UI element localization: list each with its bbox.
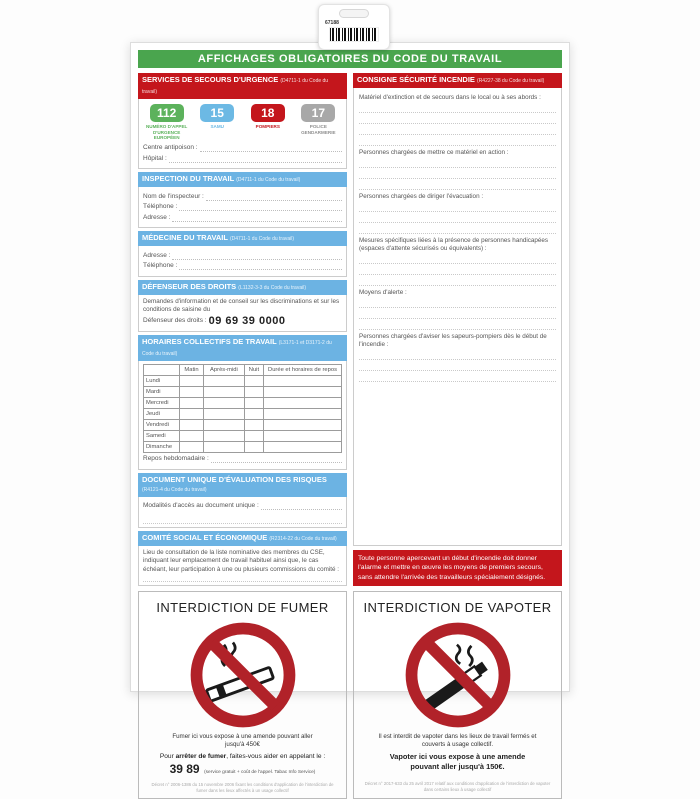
law-reference: (L1132-3-3 du Code du travail) [238,284,307,291]
table-row [144,386,342,397]
emergency-label: POMPIERS [255,124,280,129]
emergency-number: 15 [200,104,234,122]
column-header: Après-midi [203,364,244,375]
section-document-unique-body [138,497,347,528]
smoking-fine-text: Fumer ici vous expose à une amende pouvant aller jusqu'à 450€ [172,733,313,748]
poster-title: AFFICHAGES OBLIGATOIRES DU CODE DU TRAVAIL [138,50,562,68]
tabac-info-phone: 39 89 [169,762,200,776]
table-cell-empty [180,397,204,408]
section-defenseur [138,280,347,332]
section-title: DOCUMENT UNIQUE D'ÉVALUATION DES RISQUES [142,474,327,484]
table-cell-empty [203,386,244,397]
emergency-label: SAMU [210,124,224,129]
write-in-field [143,252,342,260]
emergency-label: POLICE GENDARMERIE [301,124,336,135]
law-reference: (L3171-1 et D3171-2 du Code du travail) [142,339,332,357]
table-cell-empty [244,375,263,386]
table-header-row [144,364,342,375]
table-cell-empty [264,397,342,408]
section-horaires-header [138,335,347,361]
badge-18 [245,104,290,141]
day-label: Mardi [144,386,180,397]
section-title: SERVICES DE SECOURS D'URGENCE [142,75,279,84]
section-cse-header [138,531,347,546]
table-cell-empty [180,375,204,386]
section-medecine-body [138,246,347,277]
emergency-number: 18 [251,104,285,122]
column-header: Durée et horaires de repos [264,364,342,375]
write-in-line [211,456,342,463]
table-cell-empty [244,430,263,441]
table-cell-empty [180,419,204,430]
write-in-line [169,156,342,163]
field-label: Personnes chargées de diriger l'évacuation : [359,193,484,200]
section-medecine-header [138,231,347,246]
field-label: Personnes chargées de mettre ce matériel en action : [359,149,509,156]
field-label: Défenseur des droits : [143,317,207,324]
field-label: Repos hebdomadaire : [143,455,209,462]
field-label: Personnes chargées d'aviser les sapeurs-pompiers dès le début de l'incendie : [359,333,547,348]
write-in-line [359,157,556,168]
section-title: MÉDECINE DU TRAVAIL [142,233,228,242]
table-cell-empty [264,441,342,452]
emergency-number: 17 [301,104,335,122]
write-in-line [261,503,342,510]
table-cell-empty [203,397,244,408]
write-in-field [143,144,342,152]
write-in-line [359,212,556,223]
law-reference: (D4711-1 du Code du travail) [236,177,301,183]
write-in-line [359,135,556,146]
write-in-line [206,194,342,201]
emergency-label: NUMÉRO D'APPEL D'URGENCE EUROPÉEN [145,124,188,140]
section-document-unique [138,473,347,528]
table-row [144,419,342,430]
defenseur-phone: 09 69 39 0000 [208,315,286,327]
right-column [353,73,562,586]
write-in-line [172,215,342,222]
tabac-info-line [170,760,316,778]
write-in-field [143,155,342,163]
law-reference: (D4711-1 du Code du travail) [229,236,295,242]
poster-grid [138,73,562,799]
law-reference: (D4711-1 du Code du travail) [142,78,329,95]
table-cell-empty [244,419,263,430]
day-label: Jeudi [144,408,180,419]
write-in-line [359,360,556,371]
section-inspection-header [138,172,347,187]
section-secours-body [138,99,347,169]
write-in-field [143,203,342,211]
no-vaping-icon [402,619,514,731]
write-in-line [172,253,342,260]
help-text-prefix: Pour [159,753,176,760]
field-label: Modalités d'accès au document unique : [143,502,259,509]
field-label: Téléphone : [143,203,178,210]
decree-reference: Décret n° 2006-1386 du 15 novembre 2006 fixant les conditions d'application de l'interdiction de fumer dans les lieux affectés à un usage collectif [151,782,334,793]
no-vaping-panel [353,591,562,799]
write-in-line [359,297,556,308]
table-cell-empty [244,408,263,419]
left-column [138,73,347,586]
column-header: Matin [180,364,204,375]
write-in-line [143,574,342,582]
table-cell-empty [264,386,342,397]
section-defenseur-header [138,280,347,295]
hang-tag [318,4,390,50]
table-cell-empty [203,375,244,386]
decree-reference: Décret n° 2017-633 du 25 avril 2017 relatif aux conditions d'application de l'interdiction de vapoter dans certains lieux à usage collectif [364,781,551,792]
section-inspection [138,172,347,228]
table-row [144,408,342,419]
write-in-line [179,204,342,211]
quit-smoking-help-text [160,753,325,760]
table-cell-empty [264,430,342,441]
euro-slot-hole [339,9,369,18]
field-label: Téléphone : [143,262,178,269]
table-cell-empty [203,408,244,419]
table-cell-empty [244,386,263,397]
write-in-field [143,502,342,510]
write-in-line [359,319,556,330]
panel-title: INTERDICTION DE FUMER [156,600,329,615]
section-inspection-body [138,187,347,228]
no-smoking-icon [187,619,299,731]
write-in-line [359,253,556,264]
work-hours-table [143,364,342,453]
section-title: COMITÉ SOCIAL ET ÉCONOMIQUE [142,532,268,542]
write-in-line [359,201,556,212]
table-row [144,397,342,408]
table-cell-empty [264,408,342,419]
day-label: Dimanche [144,441,180,452]
field-label: Hôpital : [143,154,167,162]
section-title: HORAIRES COLLECTIFS DE TRAVAIL [142,336,277,346]
write-in-line [359,124,556,135]
write-in-line [359,264,556,275]
section-medecine [138,231,347,277]
field-label: Nom de l'inspecteur : [143,192,204,200]
defenseur-text: Demandes d'information et de conseil sur les discriminations et sur les conditions de saisine du [143,297,340,313]
phone-note: (service gratuit + coût de l'appel. Tabac Info Service) [204,770,316,775]
section-defenseur-body [138,295,347,332]
badge-112 [144,104,189,141]
section-horaires [138,335,347,470]
section-secours [138,73,347,169]
section-incendie [353,73,562,546]
write-in-line [359,275,556,286]
section-cse [138,531,347,587]
table-cell-empty [244,441,263,452]
field-label: Mesures spécifiques liées à la présence de personnes handicapées (espaces d'attente sécurisés ou équivalents) : [359,237,549,252]
tag-sku: 67188 [325,20,339,26]
table-cell-empty [264,375,342,386]
emergency-badges [143,102,342,142]
day-label: Lundi [144,375,180,386]
table-cell-empty [264,419,342,430]
write-in-line [179,263,342,270]
fire-alert-notice: Toute personne apercevant un début d'incendie doit donner l'alarme et mettre en œuvre les moyens de premiers secours, sans attendre l'arrivée des travailleurs spécialement désignés. [353,550,562,587]
write-in-field [143,262,342,270]
table-cell-empty [203,419,244,430]
write-in-line [359,113,556,124]
section-title: DÉFENSEUR DES DROITS [142,281,237,291]
table-row [144,441,342,452]
section-document-unique-header [138,473,347,497]
day-label: Mercredi [144,397,180,408]
field-label: Adresse : [143,213,171,221]
table-cell-empty [180,386,204,397]
field-label: Moyens d'alerte : [359,289,407,296]
table-cell-empty [244,397,263,408]
write-in-line [200,145,342,152]
table-cell-empty [180,408,204,419]
law-reference: (R4227-38 du Code du travail) [477,78,545,84]
table-row [144,430,342,441]
table-cell-empty [203,430,244,441]
section-incendie-body [353,88,562,546]
table-cell-empty [203,441,244,452]
write-in-line [359,223,556,234]
write-in-line [359,371,556,382]
section-title: INSPECTION DU TRAVAIL [142,174,235,183]
badge-17 [296,104,341,141]
write-in-line [359,102,556,113]
law-reference: (R4121-4 du Code du travail) [142,486,207,493]
cse-text: Lieu de consultation de la liste nominative des membres du CSE, indiquant leur emplacement de travail habituel ainsi que, le cas échéant, leur participation à une ou plusieurs commissions du comité : [143,548,340,573]
vaping-fine-text: Vapoter ici vous expose à une amende pouvant aller jusqu'à 150€. [389,752,526,771]
write-in-line [359,349,556,360]
column-header: Nuit [244,364,263,375]
field-label: Matériel d'extinction et de secours dans le local ou à ses abords : [359,94,541,101]
field-label: Adresse : [143,251,171,259]
defenseur-phone-row [143,317,342,325]
section-incendie-header [353,73,562,88]
day-label: Samedi [144,430,180,441]
badge-15 [195,104,240,141]
table-row [144,375,342,386]
no-smoking-panel [138,591,347,799]
table-cell-empty [180,441,204,452]
section-cse-body [138,546,347,587]
column-header [144,364,180,375]
write-in-line [359,179,556,190]
section-title: CONSIGNE SÉCURITÉ INCENDIE [357,75,475,84]
day-label: Vendredi [144,419,180,430]
section-secours-header [138,73,347,99]
write-in-line [143,513,342,524]
help-text-suffix: , faites-vous aider en appelant le : [226,753,326,760]
write-in-field [143,193,342,201]
write-in-line [359,308,556,319]
field-label: Centre antipoison : [143,144,198,151]
emergency-number: 112 [150,104,184,122]
write-in-field [143,214,342,222]
write-in-field [143,455,342,463]
write-in-line [359,168,556,179]
help-text-bold: arrêter de fumer [175,753,227,760]
barcode-icon [329,27,379,42]
section-horaires-body [138,361,347,470]
table-cell-empty [180,430,204,441]
vaping-ban-text: Il est interdit de vapoter dans les lieux de travail fermés et couverts à usage collectif. [378,733,537,748]
panel-title: INTERDICTION DE VAPOTER [363,600,552,615]
poster-sheet [130,42,570,793]
law-reference: (R2314-22 du Code du travail) [269,535,337,542]
